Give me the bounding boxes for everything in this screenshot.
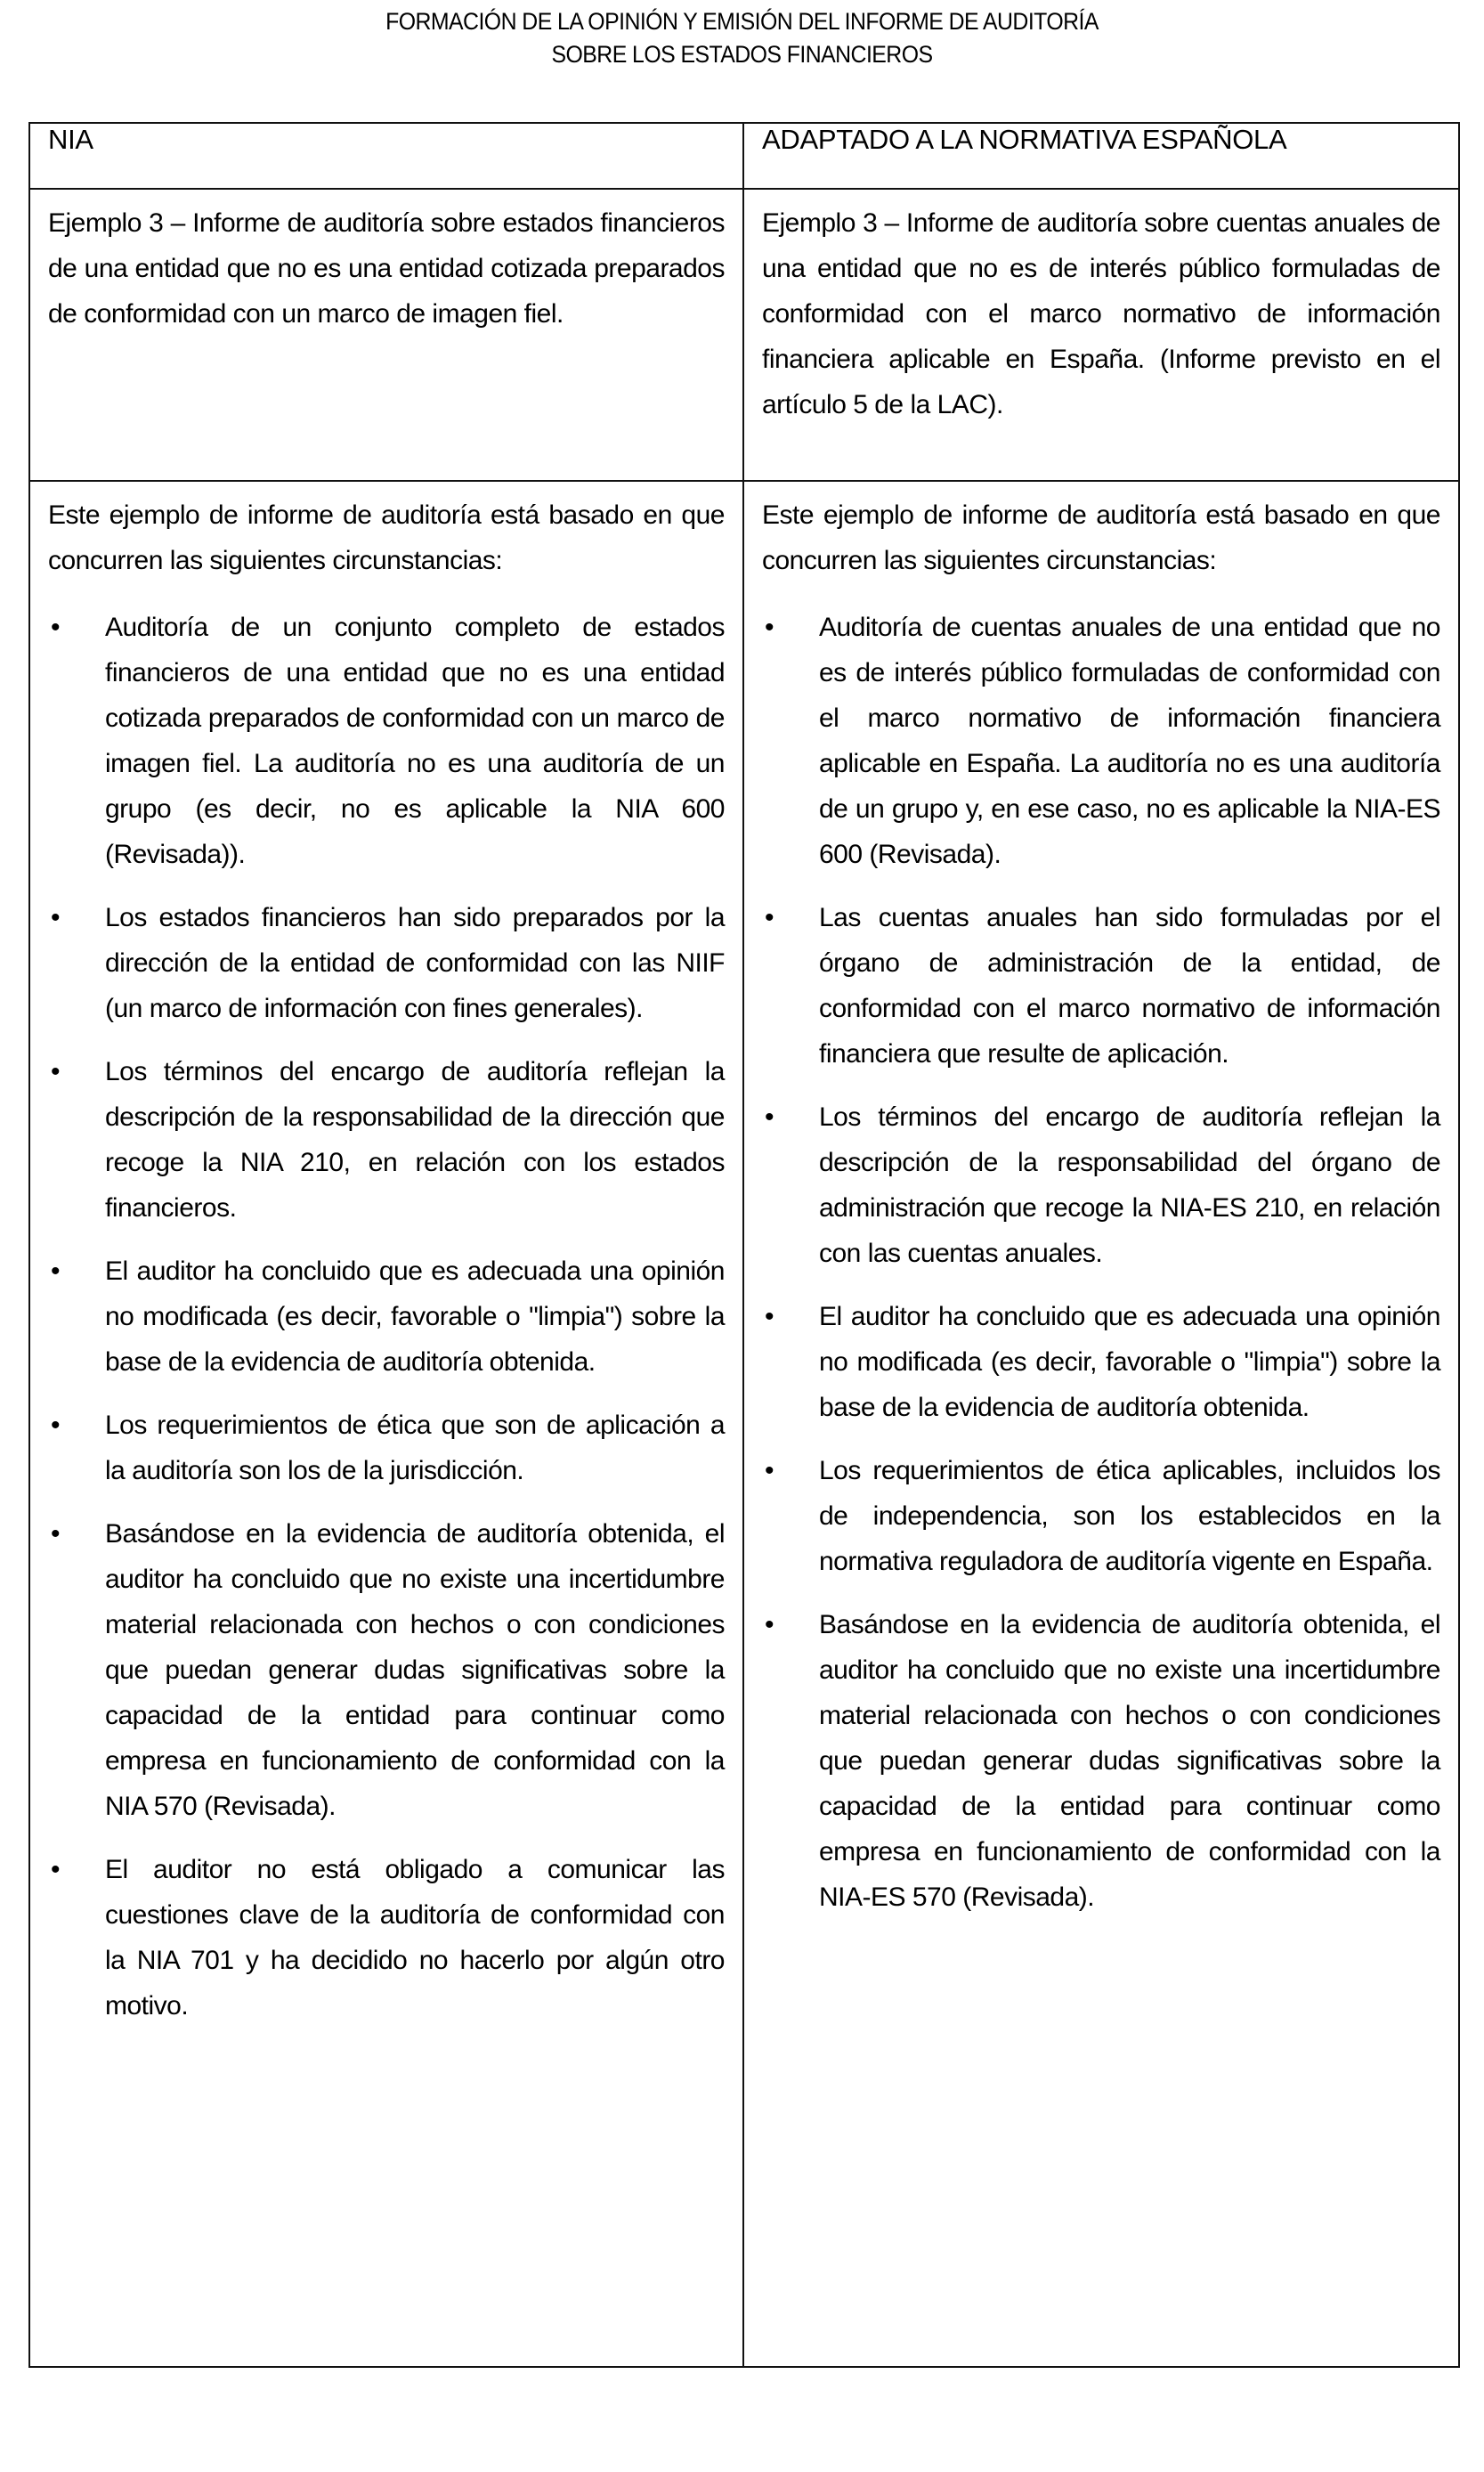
list-item: • Los requerimientos de ética que son de aplicación a la auditoría son los de la jurisdicción.: [48, 1403, 725, 1493]
bullet-icon: •: [51, 903, 61, 932]
example-title-nia: Ejemplo 3 – Informe de auditoría sobre estados financieros de una entidad que no es una entidad cotizada preparados de conformidad con un marco de imagen fiel.: [48, 208, 725, 329]
table-row: [29, 189, 1459, 481]
header-adaptado: ADAPTADO A LA NORMATIVA ESPAÑOLA: [762, 124, 1287, 155]
header-cell-es: [743, 123, 1459, 189]
bullet-icon: •: [51, 1519, 61, 1549]
document-title: [60, 5, 1425, 71]
list-item: • El auditor ha concluido que es adecuada una opinión no modificada (es decir, favorable o "limpia") sobre la base de la evidencia de auditoría obtenida.: [762, 1294, 1440, 1430]
row1-nia-cell: [29, 189, 743, 481]
table-row: [29, 481, 1459, 2367]
intro-nia: Este ejemplo de informe de auditoría está basado en que concurren las siguientes circunstancias:: [48, 500, 725, 575]
example-title-es: Ejemplo 3 – Informe de auditoría sobre cuentas anuales de una entidad que no es de interés público formuladas de conformidad con el marco normativo de información financiera aplicable en España. (Informe previsto en el artículo 5 de la LAC).: [762, 208, 1440, 419]
list-item: • Auditoría de un conjunto completo de estados financieros de una entidad que no es una entidad cotizada preparados de conformidad con un marco de imagen fiel. La auditoría no es una auditoría de un grupo (es decir, no es aplicable la NIA 600 (Revisada)).: [48, 605, 725, 877]
list-item: • Los términos del encargo de auditoría reflejan la descripción de la responsabilidad del órgano de administración que recoge la NIA-ES 210, en relación con las cuentas anuales.: [762, 1094, 1440, 1276]
title-line-2: SOBRE LOS ESTADOS FINANCIEROS: [551, 41, 933, 68]
comparison-table: [28, 122, 1460, 2368]
row2-es-cell: [743, 481, 1459, 2367]
header-nia: NIA: [48, 124, 93, 155]
bullet-icon: •: [765, 1610, 774, 1639]
title-line-1: FORMACIÓN DE LA OPINIÓN Y EMISIÓN DEL INFORME DE AUDITORÍA: [385, 8, 1099, 35]
row1-es-cell: [743, 189, 1459, 481]
bullet-icon: •: [765, 613, 774, 642]
list-item: • El auditor ha concluido que es adecuada una opinión no modificada (es decir, favorable o "limpia") sobre la base de la evidencia de auditoría obtenida.: [48, 1248, 725, 1385]
bullet-icon: •: [765, 1102, 774, 1132]
bullet-icon: •: [51, 1256, 61, 1286]
list-item: • El auditor no está obligado a comunicar las cuestiones clave de la auditoría de conformidad con la NIA 701 y ha decidido no hacerlo por algún otro motivo.: [48, 1847, 725, 2029]
list-item: • Los requerimientos de ética aplicables, incluidos los de independencia, son los establecidos en la normativa reguladora de auditoría vigente en España.: [762, 1448, 1440, 1584]
circumstances-list-nia: [48, 605, 725, 2029]
bullet-icon: •: [51, 1411, 61, 1440]
bullet-icon: •: [51, 613, 61, 642]
header-cell-nia: [29, 123, 743, 189]
list-item: • Las cuentas anuales han sido formuladas por el órgano de administración de la entidad, de conformidad con el marco normativo de información financiera que resulte de aplicación.: [762, 895, 1440, 1077]
list-item: • Auditoría de cuentas anuales de una entidad que no es de interés público formuladas de conformidad con el marco normativo de información financiera aplicable en España. La auditoría no es una auditoría de un grupo y, en ese caso, no es aplicable la NIA-ES 600 (Revisada).: [762, 605, 1440, 877]
row2-nia-cell: [29, 481, 743, 2367]
intro-es: Este ejemplo de informe de auditoría está basado en que concurren las siguientes circunstancias:: [762, 500, 1440, 575]
bullet-icon: •: [51, 1855, 61, 1884]
bullet-icon: •: [765, 903, 774, 932]
bullet-icon: •: [765, 1302, 774, 1331]
bullet-icon: •: [51, 1057, 61, 1086]
table-header-row: [29, 123, 1459, 189]
circumstances-list-es: [762, 605, 1440, 1920]
list-item: • Los estados financieros han sido preparados por la dirección de la entidad de conformidad con las NIIF (un marco de información con fines generales).: [48, 895, 725, 1031]
list-item: • Basándose en la evidencia de auditoría obtenida, el auditor ha concluido que no existe una incertidumbre material relacionada con hechos o con condiciones que puedan generar dudas significativas sobre la capacidad de la entidad para continuar como empresa en funcionamiento de conformidad con la NIA 570 (Revisada).: [48, 1511, 725, 1829]
list-item: • Basándose en la evidencia de auditoría obtenida, el auditor ha concluido que no existe una incertidumbre material relacionada con hechos o con condiciones que puedan generar dudas significativas sobre la capacidad de la entidad para continuar como empresa en funcionamiento de conformidad con la NIA-ES 570 (Revisada).: [762, 1602, 1440, 1920]
list-item: • Los términos del encargo de auditoría reflejan la descripción de la responsabilidad de la dirección que recoge la NIA 210, en relación con los estados financieros.: [48, 1049, 725, 1231]
bullet-icon: •: [765, 1456, 774, 1485]
